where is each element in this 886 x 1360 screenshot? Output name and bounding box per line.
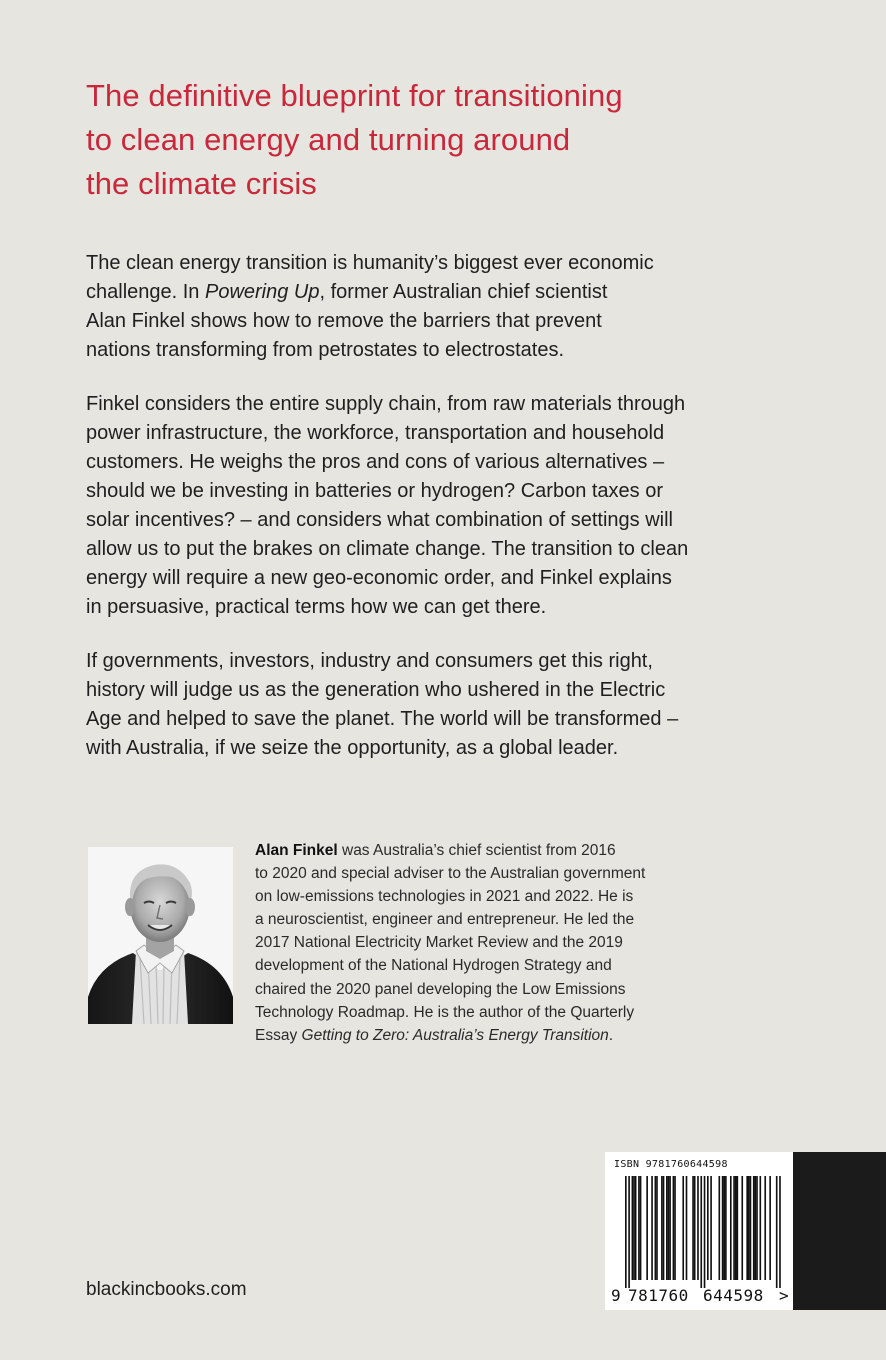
- blurb-p3-line-2: history will judge us as the generation who ushered in the Electric: [86, 679, 666, 701]
- author-bio-line-2: to 2020 and special adviser to the Australian government: [255, 865, 646, 883]
- author-bio-last-end: .: [608, 1026, 614, 1044]
- author-bio: [255, 839, 725, 1047]
- blurb-p2-line-6: allow us to put the brakes on climate change. The transition to clean: [86, 538, 689, 560]
- blurb-p1-line-3: Alan Finkel shows how to remove the barriers that prevent: [86, 310, 602, 332]
- barcode-bar: [707, 1176, 709, 1280]
- headline-line-2: to clean energy and turning around: [86, 122, 571, 157]
- blurb-p1-line-4: nations transforming from petrostates to electrostates.: [86, 339, 564, 361]
- barcode-bar: [764, 1176, 766, 1280]
- blurb-p2-line-3: customers. He weighs the pros and cons of various alternatives –: [86, 451, 665, 473]
- barcode-bar: [686, 1176, 688, 1280]
- barcode-bar: [692, 1176, 694, 1280]
- author-bio-line-5: 2017 National Electricity Market Review and the 2019: [255, 934, 623, 952]
- black-corner-block: [793, 1152, 886, 1310]
- barcode-bar: [655, 1176, 657, 1280]
- blurb-p2-line-1: Finkel considers the entire supply chain, from raw materials through: [86, 393, 686, 415]
- barcode-bar: [700, 1176, 702, 1288]
- barcode-bar: [723, 1176, 725, 1280]
- blurb-p2-line-5: solar incentives? – and considers what combination of settings will: [86, 509, 673, 531]
- barcode-bar: [750, 1176, 752, 1280]
- headline-line-3: the climate crisis: [86, 166, 317, 201]
- blurb-p3-line-3: Age and helped to save the planet. The world will be transformed –: [86, 708, 679, 730]
- barcode-bar: [682, 1176, 684, 1280]
- barcode-bar: [756, 1176, 758, 1280]
- barcode-bar: [753, 1176, 755, 1280]
- isbn-barcode: [605, 1152, 793, 1310]
- barcode-right-digits: 644598: [703, 1286, 764, 1305]
- blurb: [86, 249, 766, 788]
- blurb-paragraph-1: [86, 249, 766, 365]
- author-portrait-illustration: [88, 847, 233, 1024]
- headline: [86, 74, 786, 206]
- barcode-bar: [661, 1176, 663, 1280]
- barcode-bar: [710, 1176, 712, 1280]
- author-name: Alan Finkel: [255, 842, 338, 859]
- barcode-bar: [735, 1176, 737, 1280]
- barcode-bar: [746, 1176, 748, 1280]
- barcode-bar: [776, 1176, 778, 1288]
- author-bio-line-6: development of the National Hydrogen Strategy and: [255, 957, 612, 975]
- barcode-bar: [646, 1176, 648, 1280]
- isbn-label: ISBN 9781760644598: [614, 1159, 728, 1170]
- barcode-bar: [668, 1176, 670, 1280]
- author-bio-line-3: on low-emissions technologies in 2021 and 2022. He is: [255, 888, 634, 906]
- blurb-p2-line-7: energy will require a new geo-economic order, and Finkel explains: [86, 567, 672, 589]
- barcode-bar: [628, 1176, 630, 1288]
- barcode-bar: [694, 1176, 696, 1280]
- barcode-bar: [633, 1176, 635, 1280]
- author-photo: [88, 847, 233, 1024]
- barcode-arrow: >: [779, 1286, 789, 1305]
- barcode-bar: [674, 1176, 676, 1280]
- barcode-bar: [737, 1176, 739, 1280]
- author-bio-line-1: [255, 839, 725, 862]
- barcode-bar: [656, 1176, 658, 1280]
- barcode-bar: [666, 1176, 668, 1280]
- barcode-bar: [663, 1176, 665, 1280]
- barcode-left-digits: 781760: [628, 1286, 689, 1305]
- author-bio-line-1-rest: was Australia’s chief scientist from 2016: [337, 842, 616, 859]
- barcode-bar: [640, 1176, 642, 1280]
- barcode-bar: [741, 1176, 743, 1280]
- blurb-p1-line-2: [86, 278, 766, 307]
- blurb-p1-line-2-start: challenge. In: [86, 281, 205, 303]
- blurb-p2-line-4: should we be investing in batteries or hydrogen? Carbon taxes or: [86, 480, 664, 502]
- barcode-bar: [632, 1176, 634, 1280]
- author-bio-line-4: a neuroscientist, engineer and entrepreneur. He led the: [255, 911, 635, 929]
- barcode-bar: [651, 1176, 653, 1280]
- author-bio-last-start: Essay: [255, 1026, 302, 1044]
- barcode-bar: [697, 1176, 699, 1280]
- barcode-bar: [733, 1176, 735, 1280]
- barcode-bar: [725, 1176, 727, 1280]
- barcode-bar: [669, 1176, 671, 1280]
- barcode-bar: [779, 1176, 781, 1288]
- barcode-bar: [625, 1176, 627, 1288]
- blurb-paragraph-3: [86, 647, 766, 763]
- blurb-p2-line-2: power infrastructure, the workforce, transportation and household: [86, 422, 665, 444]
- book-title: Powering Up: [204, 281, 320, 303]
- barcode-bar: [769, 1176, 771, 1280]
- barcode-bar: [722, 1176, 724, 1280]
- blurb-p1-line-2-end: , former Australian chief scientist: [319, 281, 608, 303]
- barcode-first-digit: 9: [611, 1286, 621, 1305]
- barcode-bar: [635, 1176, 637, 1280]
- barcode-bar: [673, 1176, 675, 1280]
- barcode-bar: [638, 1176, 640, 1280]
- barcode-bar: [704, 1176, 706, 1288]
- headline-line-1: The definitive blueprint for transitioning: [86, 78, 623, 113]
- author-bio-line-9: [255, 1024, 725, 1047]
- blurb-p3-line-1: If governments, investors, industry and consumers get this right,: [86, 650, 653, 672]
- publisher-website: blackincbooks.com: [86, 1279, 247, 1300]
- blurb-p2-line-8: in persuasive, practical terms how we can get there.: [86, 596, 547, 618]
- blurb-p3-line-4: with Australia, if we seize the opportunity, as a global leader.: [86, 737, 619, 759]
- blurb-p1-line-1: The clean energy transition is humanity’s biggest ever economic: [86, 252, 654, 274]
- barcode-bar: [748, 1176, 750, 1280]
- barcode-bar: [759, 1176, 761, 1280]
- essay-title: Getting to Zero: Australia’s Energy Transition: [301, 1026, 609, 1044]
- barcode-bar: [718, 1176, 720, 1280]
- barcode-bar: [730, 1176, 732, 1280]
- author-bio-line-7: chaired the 2020 panel developing the Low Emissions: [255, 980, 626, 998]
- blurb-paragraph-2: [86, 390, 766, 622]
- barcode-bar: [755, 1176, 757, 1280]
- author-bio-line-8: Technology Roadmap. He is the author of the Quarterly: [255, 1003, 635, 1021]
